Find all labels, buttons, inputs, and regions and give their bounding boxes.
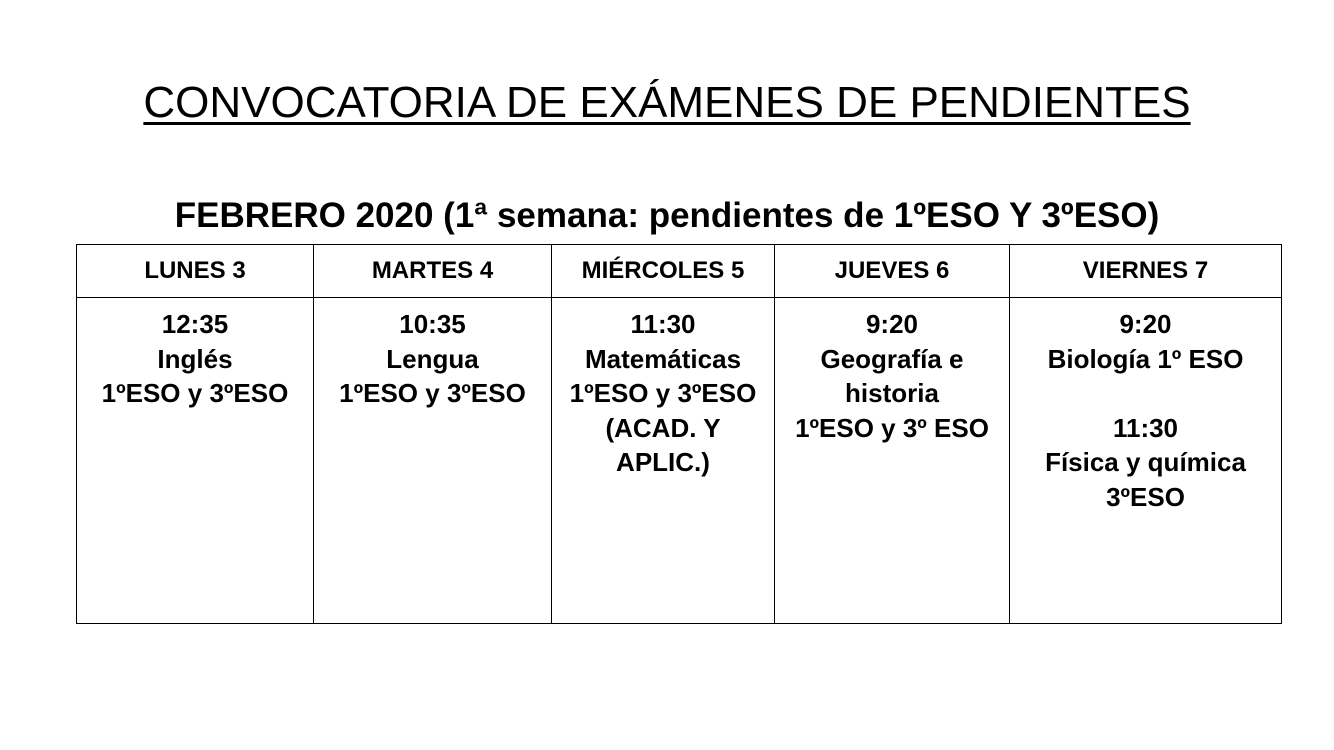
exam-groups: 1ºESO y 3ºESO	[101, 378, 289, 408]
exam-subject: Geografía e	[820, 343, 964, 374]
exam-groups: 1ºESO y 3º ESO	[795, 412, 989, 443]
exam-cell-monday	[77, 298, 314, 624]
table-header-row	[77, 245, 1282, 298]
exam-schedule-table	[76, 244, 1282, 624]
exam-time: 9:20	[1119, 309, 1172, 339]
exam-subject: Lengua	[386, 343, 479, 374]
exam-time: 10:35	[399, 309, 466, 339]
exam-time: 11:30	[1112, 412, 1179, 443]
day-header-monday: LUNES 3	[77, 245, 314, 298]
line-spacer	[1010, 376, 1281, 411]
exam-subject: Biología 1º ESO	[1047, 343, 1244, 374]
exam-note: (ACAD. Y	[605, 412, 721, 443]
exam-cell-wednesday	[552, 298, 775, 624]
exam-subject: Matemáticas	[584, 343, 742, 374]
exam-cell-friday	[1010, 298, 1282, 624]
exam-cell-thursday	[775, 298, 1010, 624]
exam-time: 12:35	[161, 309, 229, 339]
day-header-wednesday: MIÉRCOLES 5	[552, 245, 775, 298]
exam-groups: 1ºESO y 3ºESO	[569, 378, 757, 408]
day-header-thursday: JUEVES 6	[775, 245, 1010, 298]
exam-subject: historia	[845, 378, 939, 408]
day-header-tuesday: MARTES 4	[314, 245, 552, 298]
exam-subject: Inglés	[157, 343, 233, 374]
exam-subject: Física y química	[1045, 447, 1246, 477]
day-header-friday: VIERNES 7	[1010, 245, 1282, 298]
exam-groups: 1ºESO y 3ºESO	[339, 378, 526, 408]
page-title	[0, 76, 1334, 130]
exam-note: APLIC.)	[616, 447, 710, 477]
exam-time: 9:20	[865, 309, 919, 339]
exam-groups: 3ºESO	[1106, 481, 1185, 512]
schedule-subtitle: FEBRERO 2020 (1ª semana: pendientes de 1ºESO Y 3ºESO)	[174, 196, 1160, 235]
page-title-text: CONVOCATORIA DE EXÁMENES DE PENDIENTES	[143, 78, 1191, 127]
exam-time: 11:30	[630, 309, 696, 339]
exam-cell-tuesday	[314, 298, 552, 624]
table-row	[77, 298, 1282, 624]
